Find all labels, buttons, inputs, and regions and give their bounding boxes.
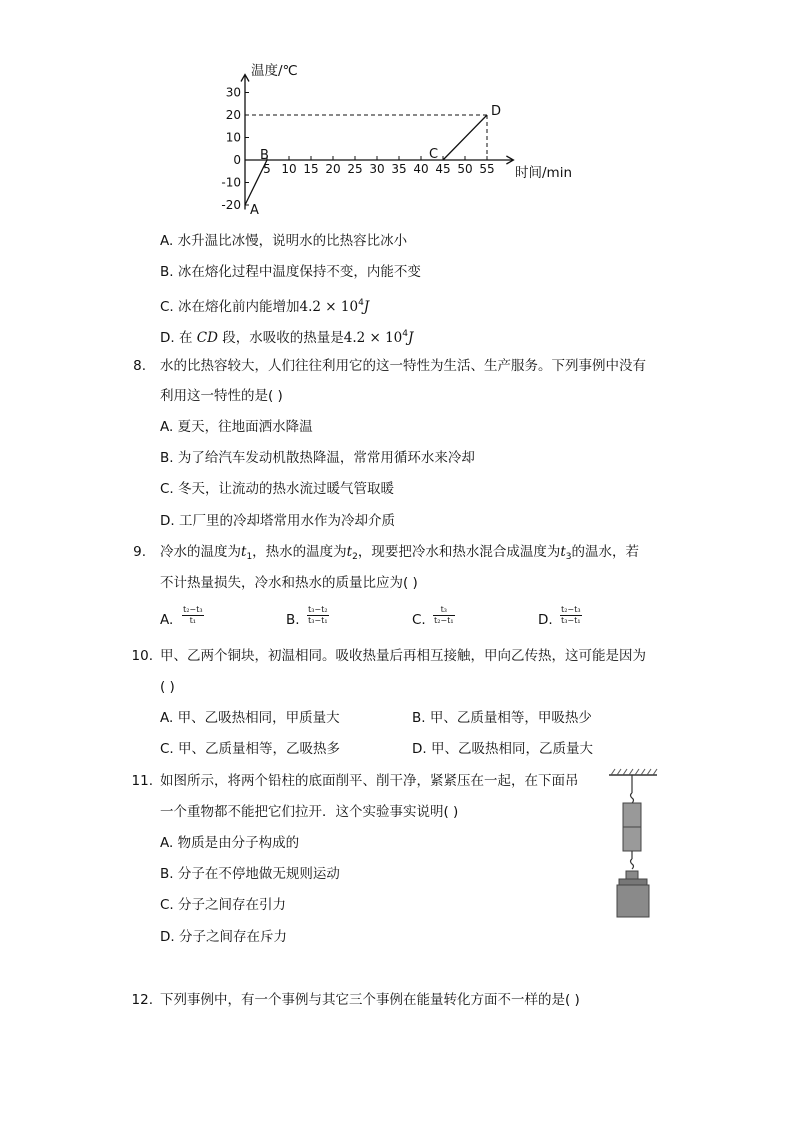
q8-option-a[interactable] xyxy=(160,418,313,436)
q9-stem-line2: 不计热量损失，冷水和热水的质量比应为( ) xyxy=(160,575,418,591)
option-text: 夏天，往地面洒水降温 xyxy=(177,419,313,435)
denominator: t₁ xyxy=(189,616,196,625)
numerator: t₂−t₃ xyxy=(183,605,203,614)
subscript: 3 xyxy=(565,552,572,562)
temperature-time-graph xyxy=(220,58,590,223)
symbol-t: t xyxy=(241,544,247,560)
q10-option-a[interactable] xyxy=(160,709,340,727)
q9-stem-line1 xyxy=(160,543,639,566)
q8-stem-line2: 利用这一特性的是( ) xyxy=(160,388,283,404)
q11-option-a[interactable] xyxy=(160,834,299,852)
point-label-c: C xyxy=(429,147,439,162)
option-letter: B. xyxy=(286,612,300,628)
y-tick-label: 0 xyxy=(233,153,241,167)
option-letter: B. xyxy=(160,866,174,882)
option-pre: 在 xyxy=(178,330,197,346)
option-letter: B. xyxy=(412,710,426,726)
option-letter: C. xyxy=(412,612,426,628)
option-letter: A. xyxy=(160,710,174,726)
option-segment-name: CD xyxy=(196,330,218,346)
x-tick-label: 50 xyxy=(457,162,473,176)
lead-cylinders-illustration xyxy=(605,765,665,925)
option-letter: B. xyxy=(160,450,174,466)
q11-option-d[interactable] xyxy=(160,928,287,946)
option-letter: C. xyxy=(160,897,174,913)
option-exponent: 4 xyxy=(358,298,364,308)
x-tick-label: 15 xyxy=(303,162,319,176)
option-letter: D. xyxy=(160,330,175,346)
numerator: t₂−t₃ xyxy=(561,605,581,614)
option-letter: C. xyxy=(160,481,174,497)
option-text: 分子之间存在斥力 xyxy=(178,929,287,945)
stem-text: 冷水的温度为 xyxy=(160,544,241,560)
x-tick-label: 25 xyxy=(347,162,363,176)
option-exponent: 4 xyxy=(402,329,409,339)
stem-text: ，现要把冷水和热水混合成温度为 xyxy=(357,544,561,560)
x-tick-label: 30 xyxy=(369,162,385,176)
q9-option-d[interactable] xyxy=(538,611,553,629)
x-tick-label: 45 xyxy=(435,162,451,176)
option-text: 水升温比冰慢，说明水的比热容比冰小 xyxy=(177,233,408,249)
option-letter: A. xyxy=(160,419,174,435)
q9-option-a-fraction xyxy=(182,605,204,626)
q9-option-a[interactable] xyxy=(160,611,173,629)
q9-option-b[interactable] xyxy=(286,611,300,629)
q9-option-c[interactable] xyxy=(412,611,426,629)
option-text: 冬天，让流动的热水流过暖气管取暖 xyxy=(178,481,395,497)
q11-option-b[interactable] xyxy=(160,865,340,883)
subscript: 1 xyxy=(246,552,253,562)
option-text: 甲、乙质量相等，甲吸热少 xyxy=(429,710,592,726)
option-text: 分子在不停地做无规则运动 xyxy=(177,866,340,882)
option-text: 物质是由分子构成的 xyxy=(177,835,300,851)
option-unit: J xyxy=(363,299,370,315)
option-letter: D. xyxy=(412,741,427,757)
question-number: 12. xyxy=(131,992,153,1008)
symbol-t: t xyxy=(560,544,566,560)
q7-option-c[interactable] xyxy=(160,294,369,316)
q8-option-b[interactable] xyxy=(160,449,475,467)
option-text: 分子之间存在引力 xyxy=(178,897,287,913)
option-unit: J xyxy=(408,330,414,346)
q7-option-d[interactable] xyxy=(160,325,413,347)
x-axis-label: 时间/min xyxy=(515,165,573,181)
q7-option-b[interactable] xyxy=(160,263,421,281)
option-text: 冰在熔化前内能增加 xyxy=(178,299,300,315)
x-tick-label: 35 xyxy=(391,162,407,176)
segment-cd xyxy=(443,115,487,160)
y-tick-label: 20 xyxy=(225,108,241,122)
question-number: 9. xyxy=(133,544,146,560)
numerator: t₃−t₂ xyxy=(308,605,328,614)
q10-stem-line2: ( ) xyxy=(160,679,175,695)
q10-option-d[interactable] xyxy=(412,740,593,758)
option-text: 为了给汽车发动机散热降温，常常用循环水来冷却 xyxy=(177,450,475,466)
question-number: 8. xyxy=(133,358,146,374)
numerator: t₃ xyxy=(433,605,455,616)
q10-option-c[interactable] xyxy=(160,740,340,758)
option-text: 工厂里的冷却塔常用水作为冷却介质 xyxy=(178,513,395,529)
option-letter: D. xyxy=(160,513,175,529)
y-tick-label: -10 xyxy=(221,175,241,190)
q8-option-c[interactable] xyxy=(160,480,394,498)
y-axis-label: 温度/℃ xyxy=(251,63,298,79)
x-tick-label: 20 xyxy=(325,162,341,176)
x-tick-label: 40 xyxy=(413,162,429,176)
option-letter: B. xyxy=(160,264,174,280)
q9-option-c-fraction xyxy=(433,605,455,626)
stem-text: ，热水的温度为 xyxy=(252,544,347,560)
q11-stem-line1: 如图所示，将两个铅柱的底面削平、削干净，紧紧压在一起，在下面吊 xyxy=(160,773,579,789)
option-letter: C. xyxy=(160,741,174,757)
subscript: 2 xyxy=(352,552,358,562)
stem-text: 的温水，若 xyxy=(571,544,640,560)
option-math: 4.2 × 10 xyxy=(299,299,359,315)
point-label-d: D xyxy=(491,104,502,119)
option-letter: D. xyxy=(160,929,175,945)
symbol-t: t xyxy=(346,544,353,560)
q9-option-b-fraction xyxy=(307,605,329,626)
x-tick-label: 55 xyxy=(479,162,495,176)
question-number: 11. xyxy=(131,773,153,789)
option-letter: A. xyxy=(160,612,174,628)
y-tick-label: 30 xyxy=(225,85,241,100)
q8-stem-line1: 水的比热容较大，人们往往利用它的这一特性为生活、生产服务。下列事例中没有 xyxy=(160,358,646,374)
x-tick-label: 5 xyxy=(263,162,271,176)
denominator: t₂−t₁ xyxy=(434,616,454,625)
q11-stem-line2: 一个重物都不能把它们拉开．这个实验事实说明( ) xyxy=(160,804,459,820)
option-text: 甲、乙质量相等，乙吸热多 xyxy=(178,741,341,757)
option-text: 段，水吸收的热量是 xyxy=(217,330,344,346)
denominator: t₃−t₁ xyxy=(561,616,581,625)
point-label-b: B xyxy=(260,148,269,163)
y-tick-label: -20 xyxy=(221,198,241,212)
option-text: 甲、乙吸热相同，甲质量大 xyxy=(177,710,340,726)
q10-stem-line1: 甲、乙两个铜块，初温相同。吸收热量后再相互接触，甲向乙传热，这可能是因为 xyxy=(160,648,646,664)
option-letter: A. xyxy=(160,835,174,851)
q7-option-a[interactable] xyxy=(160,232,407,250)
option-text: 冰在熔化过程中温度保持不变，内能不变 xyxy=(177,264,421,280)
denominator: t₃−t₁ xyxy=(308,616,328,625)
option-letter: A. xyxy=(160,233,174,249)
q8-option-d[interactable] xyxy=(160,512,395,530)
q10-option-b[interactable] xyxy=(412,709,592,727)
option-math: 4.2 × 10 xyxy=(343,330,403,346)
y-tick-label: 10 xyxy=(225,130,241,145)
question-number: 10. xyxy=(131,648,153,664)
q12-stem-line1: 下列事例中，有一个事例与其它三个事例在能量转化方面不一样的是( ) xyxy=(160,992,580,1008)
x-tick-label: 10 xyxy=(281,162,297,176)
option-text: 甲、乙吸热相同，乙质量大 xyxy=(430,741,593,757)
option-letter: C. xyxy=(160,299,174,315)
q11-option-c[interactable] xyxy=(160,896,286,914)
point-label-a: A xyxy=(250,203,259,218)
option-letter: D. xyxy=(538,612,553,628)
q9-option-d-fraction xyxy=(560,605,582,626)
